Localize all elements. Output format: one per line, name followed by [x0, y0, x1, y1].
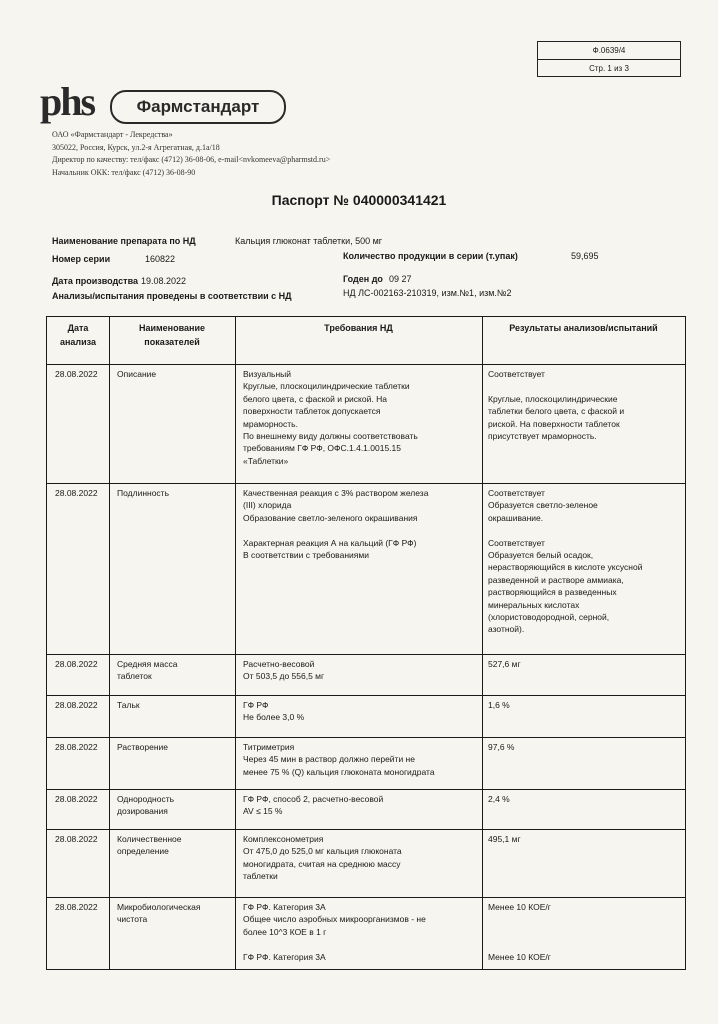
company-logo — [40, 79, 260, 128]
row-requirement: ГФ РФ. Категория 3А Общее число аэробных микроорганизмов - не более 10^3 КОЕ в 1 г ГФ РФ. Категория 3А — [243, 902, 426, 962]
row-indicator: Средняя масса таблеток — [117, 659, 178, 682]
table-row-divider — [47, 737, 685, 738]
table-row-divider — [47, 829, 685, 830]
header-indicator: Наименование показателей — [138, 323, 206, 347]
logo-mark: phs — [40, 79, 95, 124]
row-requirement: Расчетно-весовой От 503,5 до 556,5 мг — [243, 659, 325, 682]
row-date: 28.08.2022 — [55, 369, 98, 379]
header-results: Результаты анализов/испытаний — [509, 323, 658, 333]
table-row-divider — [47, 364, 685, 365]
company-line: Начальник ОКК: тел/факс (4712) 36-08-90 — [52, 167, 196, 177]
series-value: 160822 — [145, 254, 176, 264]
row-indicator: Растворение — [117, 742, 169, 752]
row-indicator: Однородность дозирования — [117, 794, 175, 817]
quantity-value: 59,695 — [571, 251, 599, 261]
table-row-divider — [47, 897, 685, 898]
page-title: Паспорт № 040000341421 — [271, 192, 447, 208]
row-date: 28.08.2022 — [55, 742, 98, 752]
company-line: 305022, Россия, Курск, ул.2-я Агрегатная, д.1а/18 — [52, 142, 220, 152]
table-row-divider — [47, 483, 685, 484]
quantity-label: Количество продукции в серии (т.упак) — [343, 251, 518, 261]
product-name-label: Наименование препарата по НД — [52, 236, 196, 246]
row-requirement: Качественная реакция с 3% раствором железа (III) хлорида Образование светло-зеленого окрашивания Характерная реакция А на кальций (ГФ РФ) В соответствии с требованиями — [243, 488, 429, 561]
form-code: Ф.0639/4 — [592, 46, 626, 55]
row-result: 495,1 мг — [488, 834, 521, 844]
production-date-value: 19.08.2022 — [141, 276, 187, 286]
row-requirement: Комплексонометрия От 475,0 до 525,0 мг кальция глюконата моногидрата, считая на среднюю массу таблетки — [243, 834, 402, 882]
row-result: Соответствует Образуется светло-зеленое окрашивание. Соответствует Образуется белый осадок, нерастворяющийся в кислоте уксусной разведенной и растворе аммиака, растворяющийся в разведенных минеральных кислотах (хлористоводородной, серной, азотной). — [488, 488, 643, 635]
row-indicator: Количественное определение — [117, 834, 182, 857]
column-divider — [235, 317, 236, 969]
row-date: 28.08.2022 — [55, 488, 98, 498]
row-result: 97,6 % — [488, 742, 515, 752]
row-result: Соответствует Круглые, плоскоцилиндрические таблетки белого цвета, с фаской и риской. На поверхности таблеток присутствует мраморность. — [488, 369, 625, 442]
company-details — [52, 129, 472, 179]
row-indicator: Тальк — [117, 700, 140, 710]
series-label: Номер серии — [52, 254, 111, 264]
row-date: 28.08.2022 — [55, 794, 98, 804]
page-number: Стр. 1 из 3 — [538, 59, 680, 77]
row-requirement: ГФ РФ Не более 3,0 % — [243, 700, 305, 723]
row-indicator: Описание — [117, 369, 157, 379]
results-table — [46, 316, 686, 970]
table-row-divider — [47, 695, 685, 696]
expiry-label: Годен до — [343, 274, 383, 284]
row-indicator: Подлинность — [117, 488, 170, 498]
production-date-label: Дата производства — [52, 276, 138, 286]
logo-name: Фармстандарт — [110, 90, 286, 124]
column-divider — [109, 317, 110, 969]
table-row-divider — [47, 789, 685, 790]
row-indicator: Микробиологическая чистота — [117, 902, 201, 925]
row-result: 2,4 % — [488, 794, 510, 804]
row-requirement: ГФ РФ, способ 2, расчетно-весовой AV ≤ 15 % — [243, 794, 384, 817]
nd-label: Анализы/испытания проведены в соответствии с НД — [52, 291, 292, 301]
table-row-divider — [47, 654, 685, 655]
column-divider — [482, 317, 483, 969]
header-requirements: Требования НД — [324, 323, 393, 333]
row-requirement: Титриметрия Через 45 мин в раствор должно перейти не менее 75 % (Q) кальция глюконата моногидрата — [243, 742, 435, 777]
row-date: 28.08.2022 — [55, 659, 98, 669]
row-result: Менее 10 КОЕ/г Менее 10 КОЕ/г — [488, 902, 551, 962]
row-date: 28.08.2022 — [55, 902, 98, 912]
row-requirement: Визуальный Круглые, плоскоцилиндрические таблетки белого цвета, с фаской и риской. На поверхности таблеток допускается мраморность. По внешнему виду должны соответствовать требованиям ГФ РФ, ОФС.1.4.1.0015.15 «Таблетки» — [243, 369, 418, 466]
product-name-value: Кальция глюконат таблетки, 500 мг — [235, 236, 383, 246]
row-date: 28.08.2022 — [55, 834, 98, 844]
row-result: 527,6 мг — [488, 659, 521, 669]
expiry-value: 09 27 — [389, 274, 412, 284]
nd-value: НД ЛС-002163-210319, изм.№1, изм.№2 — [343, 288, 512, 298]
form-code-box — [537, 41, 681, 77]
company-line: Директор по качеству: тел/факс (4712) 36-08-06, e-mail<nvkomeeva@pharmstd.ru> — [52, 155, 331, 164]
row-date: 28.08.2022 — [55, 700, 98, 710]
company-line: ОАО «Фармстандарт - Лекредства» — [52, 130, 173, 139]
header-date: Дата анализа — [59, 323, 97, 347]
row-result: 1,6 % — [488, 700, 510, 710]
